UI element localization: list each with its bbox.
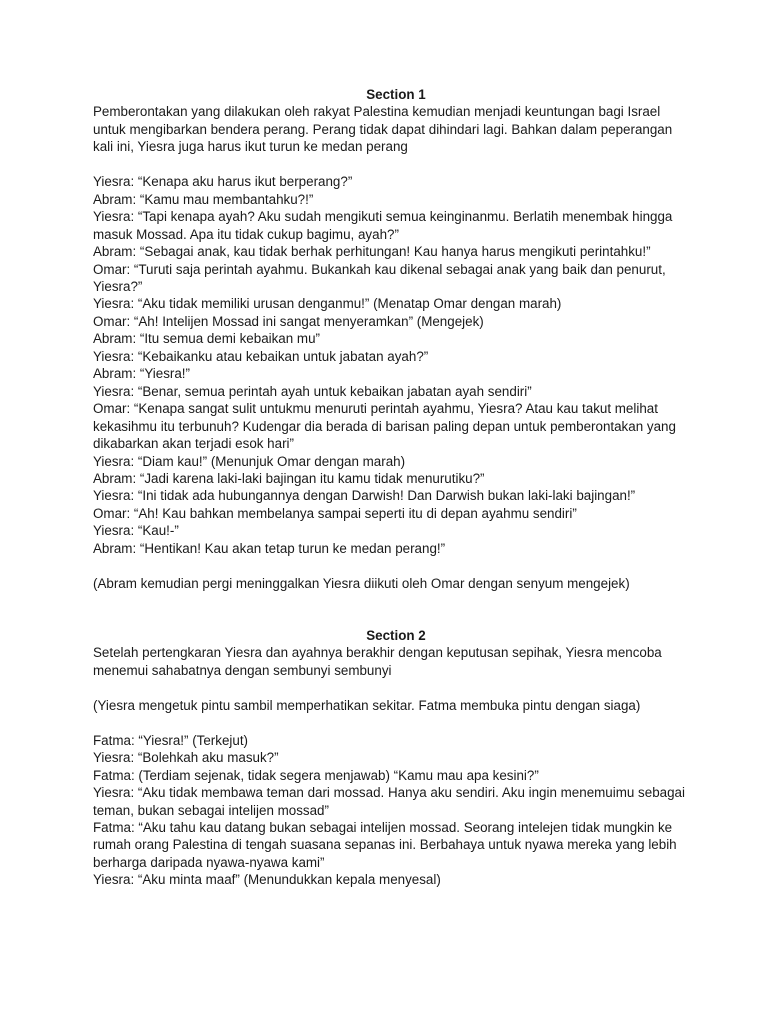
dialogue-line: Yiesra: “Aku tidak membawa teman dari mossad. Hanya aku sendiri. Aku ingin menemuimu sebagai teman, bukan sebagai intelijen mossad” [93, 785, 689, 818]
dialogue-line: Fatma: “Yiesra!” (Terkejut) [93, 732, 249, 748]
section-2-intro: Setelah pertengkaran Yiesra dan ayahnya berakhir dengan keputusan sepihak, Yiesra mencoba menemui sahabatnya dengan sembunyi sembunyi [93, 645, 666, 678]
dialogue-line: Abram: “Yiesra!” [93, 366, 190, 382]
dialogue-line: Abram: “Hentikan! Kau akan tetap turun ke medan perang!” [93, 540, 446, 556]
dialogue-line: Yiesra: “Kebaikanku atau kebaikan untuk jabatan ayah?” [93, 348, 429, 364]
dialogue-line: Yiesra: “Bolehkah aku masuk?” [93, 750, 279, 766]
section-2-title: Section 2 [366, 628, 426, 643]
dialogue-line: Yiesra: “Aku tidak memiliki urusan denganmu!” (Menatap Omar dengan marah) [93, 296, 562, 312]
dialogue-line: Omar: “Ah! Kau bahkan membelanya sampai seperti itu di depan ayahmu sendiri” [93, 505, 577, 521]
section-1-title: Section 1 [366, 87, 426, 102]
dialogue-line: Abram: “Kamu mau membantahku?!” [93, 191, 314, 207]
dialogue-line: Yiesra: “Aku minta maaf” (Menundukkan kepala menyesal) [93, 872, 441, 888]
dialogue-line: Abram: “Sebagai anak, kau tidak berhak perhitungan! Kau hanya harus mengikuti perintahku!” [93, 244, 651, 260]
blank-line [93, 714, 693, 731]
dialogue-line: Yiesra: “Benar, semua perintah ayah untuk kebaikan jabatan ayah sendiri” [93, 383, 532, 399]
dialogue-line: Omar: “Turuti saja perintah ayahmu. Bukankah kau dikenal sebagai anak yang baik dan penurut, Yiesra?” [93, 261, 670, 294]
dialogue-line: Fatma: “Aku tahu kau datang bukan sebagai intelijen mossad. Seorang intelejen tidak mungkin ke rumah orang Palestina di tengah suasana sepanas ini. Berbahaya untuk nyawa mereka yang lebih berharga daripada nyawa-nyawa kami” [93, 819, 681, 870]
dialogue-line: Abram: “Jadi karena laki-laki bajingan itu kamu tidak menurutiku?” [93, 470, 485, 486]
section-1-closing: (Abram kemudian pergi meninggalkan Yiesra diikuti oleh Omar dengan senyum mengejek) [93, 575, 630, 591]
dialogue-line: Yiesra: “Diam kau!” (Menunjuk Omar dengan marah) [93, 453, 406, 469]
dialogue-line: Yiesra: “Ini tidak ada hubungannya dengan Darwish! Dan Darwish bukan laki-laki bajingan!” [93, 488, 636, 504]
section-gap [93, 592, 693, 627]
section-1-intro: Pemberontakan yang dilakukan oleh rakyat Palestina kemudian menjadi keuntungan bagi Israel untuk mengibarkan bendera perang. Perang tidak dapat dihindari lagi. Bahkan dalam peperangan kali ini, Yiesra juga harus ikut turun ke medan perang [93, 104, 676, 155]
dialogue-line: Omar: “Ah! Intelijen Mossad ini sangat menyeramkan” (Mengejek) [93, 313, 484, 329]
dialogue-line: Yiesra: “Tapi kenapa ayah? Aku sudah mengikuti semua keinginanmu. Berlatih menembak hingga masuk Mossad. Apa itu tidak cukup bagimu, ayah?” [93, 209, 677, 242]
dialogue-line: Yiesra: “Kenapa aku harus ikut berperang?” [93, 174, 353, 190]
document-body [93, 86, 693, 889]
blank-line [93, 156, 693, 173]
section-2-stage-direction: (Yiesra mengetuk pintu sambil memperhatikan sekitar. Fatma membuka pintu dengan siaga) [93, 697, 641, 713]
dialogue-line: Omar: “Kenapa sangat sulit untukmu menuruti perintah ayahmu, Yiesra? Atau kau takut melihat kekasihmu itu terbunuh? Kudengar dia berada di barisan paling depan untuk pemberontakan yang dikabarkan akan terjadi esok hari” [93, 401, 680, 452]
dialogue-line: Abram: “Itu semua demi kebaikan mu” [93, 331, 320, 347]
dialogue-line: Yiesra: “Kau!-” [93, 523, 179, 539]
blank-line [93, 557, 693, 574]
dialogue-line: Fatma: (Terdiam sejenak, tidak segera menjawab) “Kamu mau apa kesini?” [93, 767, 539, 783]
blank-line [93, 679, 693, 696]
